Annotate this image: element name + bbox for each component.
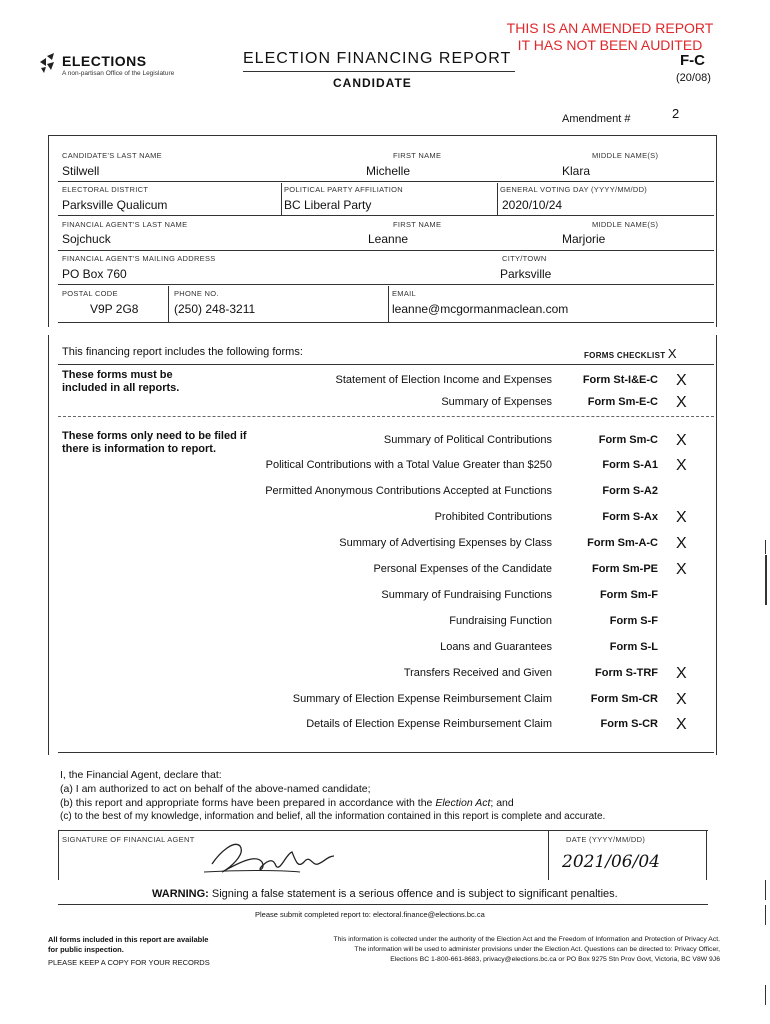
footer-right-3: Elections BC 1-800-661-8683, privacy@elections.bc.ca or PO Box 9275 Stn Prov Govt, Victoria, BC V8W 9J6 [390,956,720,963]
form-code: Form Sm-A-C [587,537,658,549]
form-description: Political Contributions with a Total Value Greater than $250 [265,459,552,471]
form-description: Summary of Advertising Expenses by Class [339,537,552,549]
logo-mark-icon [38,52,60,74]
signature-label: SIGNATURE OF FINANCIAL AGENT [62,835,195,844]
amendment-label: Amendment # [562,113,631,125]
form-description: Prohibited Contributions [434,511,552,523]
warning-text: Signing a false statement is a serious offence and is subject to significant penalties. [211,888,618,900]
amended-line-1: THIS IS AN AMENDED REPORT [506,20,714,36]
form-code: F-C [680,52,705,69]
form-description: Details of Election Expense Reimbursement Claim [306,718,552,730]
signature-date-label: DATE (YYYY/MM/DD) [566,835,646,844]
declaration-b-pre: (b) this report and appropriate forms have been prepared in accordance with the [60,797,436,809]
district-value: Parksville Qualicum [62,198,168,212]
logo-tagline: A non-partisan Office of the Legislature [62,70,175,77]
form-check-mark[interactable]: X [676,372,687,389]
optional-forms-note: These forms only need to be filed if there is information to report. [62,430,247,455]
form-code: Form St-I&E-C [582,374,658,386]
agent-middle-name: Marjorie [562,232,606,246]
party-label: POLITICAL PARTY AFFILIATION [284,185,403,194]
declaration-b-post: ; and [490,797,514,809]
agent-last-name-label: FINANCIAL AGENT'S LAST NAME [62,220,188,229]
phone-value: (250) 248-3211 [174,302,256,316]
candidate-middle-name: Klara [562,164,591,178]
form-description: Summary of Fundraising Functions [381,589,552,601]
footer-left [48,935,238,968]
form-code: Form Sm-E-C [587,396,658,408]
agent-first-name: Leanne [368,232,409,246]
email-value: leanne@mcgormanmaclean.com [392,302,569,316]
form-description: Permitted Anonymous Contributions Accepted at Functions [265,485,552,497]
submit-note: Please submit completed report to: electoral.finance@elections.bc.ca [255,910,485,919]
signature-image [200,832,340,880]
form-description: Summary of Expenses [441,396,552,408]
declaration-b [60,796,720,810]
mailing-address: PO Box 760 [62,267,127,281]
candidate-last-name-label: CANDIDATE'S LAST NAME [62,151,162,160]
warning-label: WARNING: [152,888,209,900]
forms-checklist-text: FORMS CHECKLIST [584,351,666,360]
forms-checklist-mark: X [667,346,677,361]
footer-right-1: This information is collected under the authority of the Election Act and the Freedom of Information and Protection of Privacy Act. [333,936,720,943]
form-check-mark[interactable]: X [676,665,687,682]
forms-intro: This financing report includes the following forms: [62,346,303,358]
postal-code-label: POSTAL CODE [62,289,118,298]
candidate-first-name: Michelle [366,164,411,178]
voting-day-value: 2020/10/24 [502,198,563,212]
email-label: EMAIL [392,289,417,298]
form-description: Loans and Guarantees [440,641,552,653]
mailing-address-label: FINANCIAL AGENT'S MAILING ADDRESS [62,254,216,263]
declaration-intro: I, the Financial Agent, declare that: [60,769,222,781]
city-value: Parksville [500,267,552,281]
declaration-c: (c) to the best of my knowledge, information and belief, all the information contained in this report is complete and accurate. [60,811,606,822]
party-value: BC Liberal Party [284,198,372,212]
footer-right-2: The information will be used to administer provisions under the Election Act. Questions can be directed to: Privacy Officer, [354,946,720,953]
signature-date: 2021/06/04 [562,852,660,872]
form-code: Form S-CR [600,718,658,730]
agent-last-name: Sojchuck [62,232,111,246]
form-description: Summary of Political Contributions [383,434,552,446]
agent-first-name-label: FIRST NAME [393,220,442,229]
report-subtitle: CANDIDATE [333,76,412,90]
form-code: Form Sm-CR [590,693,658,705]
form-code: Form S-A1 [602,459,658,471]
logo-name: ELECTIONS [62,53,147,69]
required-forms-note: These forms must be included in all reports. [62,369,180,394]
form-check-mark[interactable]: X [676,457,687,474]
declaration-a: (a) I am authorized to act on behalf of the above-named candidate; [60,783,371,795]
form-description: Transfers Received and Given [403,667,552,679]
form-description: Fundraising Function [449,615,552,627]
form-version: (20/08) [676,72,711,84]
district-label: ELECTORAL DISTRICT [62,185,149,194]
footer-left-1: All forms included in this report are available [48,935,209,944]
city-label: CITY/TOWN [502,254,547,263]
form-check-mark[interactable]: X [676,509,687,526]
form-code: Form S-F [609,615,658,627]
amended-line-2: IT HAS NOT BEEN AUDITED [517,37,703,53]
form-code: Form Sm-F [599,589,658,601]
agent-middle-name-label: MIDDLE NAME(S) [592,220,659,229]
form-check-mark[interactable]: X [676,535,687,552]
form-description: Statement of Election Income and Expenses [335,374,552,386]
form-code: Form S-L [609,641,658,653]
declaration-b-act: Election Act [435,797,491,809]
form-description: Summary of Election Expense Reimbursement Claim [292,693,552,705]
form-code: Form Sm-PE [591,563,658,575]
form-check-mark[interactable]: X [676,561,687,578]
declaration [60,768,720,824]
footer-left-2: for public inspection. [48,945,124,954]
form-check-mark[interactable]: X [676,432,687,449]
form-check-mark[interactable]: X [676,716,687,733]
forms-checklist-label [584,346,677,361]
form-description: Personal Expenses of the Candidate [373,563,552,575]
form-code: Form S-A2 [602,485,658,497]
candidate-first-name-label: FIRST NAME [393,151,442,160]
voting-day-label: GENERAL VOTING DAY (YYYY/MM/DD) [500,185,648,194]
form-check-mark[interactable]: X [676,691,687,708]
postal-code: V9P 2G8 [90,302,139,316]
phone-label: PHONE NO. [174,289,219,298]
footer-right [242,935,720,965]
form-code: Form S-Ax [602,511,658,523]
candidate-middle-name-label: MIDDLE NAME(S) [592,151,659,160]
report-title: ELECTION FINANCING REPORT [243,50,512,67]
warning [152,888,618,900]
amendment-number: 2 [672,106,680,121]
form-code: Form Sm-C [598,434,658,446]
footer-left-3: PLEASE KEEP A COPY FOR YOUR RECORDS [48,958,210,967]
candidate-last-name: Stilwell [62,164,100,178]
form-check-mark[interactable]: X [676,394,687,411]
form-code: Form S-TRF [595,667,658,679]
amended-notice [505,20,715,54]
